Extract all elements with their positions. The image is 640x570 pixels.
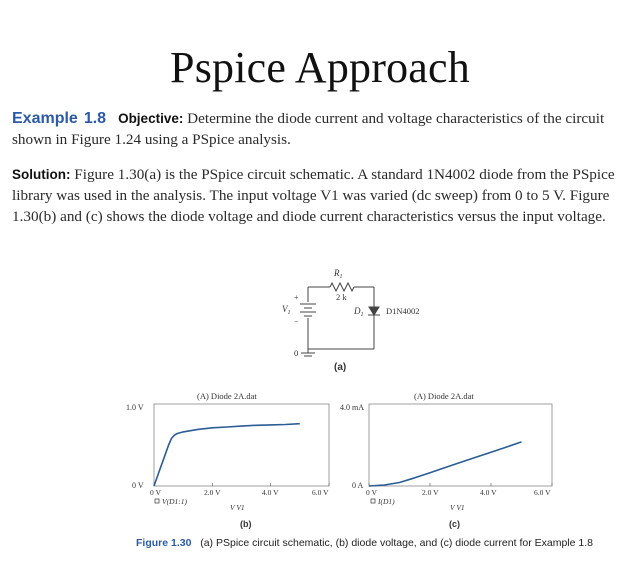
plot-frame xyxy=(369,404,552,486)
y-tick-label: 4.0 mA xyxy=(340,403,364,412)
example-number: 1.8 xyxy=(83,110,107,127)
caption-text: (a) PSpice circuit schematic, (b) diode voltage, and (c) diode current for Example 1.8 xyxy=(200,537,593,549)
x-tick-label: 2.0 V xyxy=(422,488,439,497)
plot-frame xyxy=(154,404,329,486)
diode-label: $D_1$ xyxy=(354,306,364,318)
y-tick-label: 0 V xyxy=(132,481,144,490)
chart-title: (A) Diode 2A.dat xyxy=(197,391,257,401)
x-tick-label: 4.0 V xyxy=(262,488,279,497)
source-label: $V_1$ xyxy=(282,304,291,316)
caption-figure-number: Figure 1.30 xyxy=(136,537,192,549)
x-tick-label: 4.0 V xyxy=(480,488,497,497)
resistor-value: 2 k xyxy=(336,292,347,302)
series-line xyxy=(369,442,522,486)
circuit-schematic xyxy=(250,262,450,374)
resistor-symbol xyxy=(330,283,354,291)
x-tick-label: 6.0 V xyxy=(312,488,329,497)
y-tick-label: 1.0 V xyxy=(126,403,144,412)
panel-label-b: (b) xyxy=(240,519,252,529)
panel-label-c: (c) xyxy=(449,519,460,529)
legend-label: I(D1) xyxy=(378,497,395,506)
solution-text: Figure 1.30(a) is the PSpice circuit schematic. A standard 1N4002 diode from the PSpice library was used in the analysis. The input voltage V1 was varied (dc sweep) from 0 to 5 V. Figure 1.30(b) and (c) shows the diode voltage and diode current characteristics versus the input voltage. xyxy=(12,166,615,225)
solution-label: Solution: xyxy=(12,167,71,182)
legend-label: V(D1:1) xyxy=(162,497,187,506)
series-line xyxy=(154,424,300,486)
objective-label: Objective: xyxy=(118,111,184,126)
legend-marker xyxy=(371,499,375,503)
figure-caption xyxy=(136,537,616,549)
diode-triangle xyxy=(369,307,379,315)
x-tick-label: 0 V xyxy=(150,488,161,497)
example-paragraph xyxy=(12,108,636,150)
chart-diode-voltage xyxy=(120,388,350,532)
x-tick-label: 0 V xyxy=(366,488,377,497)
diode-model: D1N4002 xyxy=(386,306,420,316)
x-tick-label: 2.0 V xyxy=(204,488,221,497)
source-minus: − xyxy=(294,317,299,326)
objective-text: Determine the diode current and voltage characteristics of the circuit shown in Figure 1.24 using a PSpice analysis. xyxy=(12,110,605,148)
chart-diode-current xyxy=(340,388,572,532)
x-tick-label: 6.0 V xyxy=(534,488,551,497)
resistor-label: $R_1$ xyxy=(334,268,343,280)
chart-title: (A) Diode 2A.dat xyxy=(414,391,474,401)
page-title: Pspice Approach xyxy=(170,43,470,92)
example-label: Example xyxy=(12,110,78,127)
x-axis-label: V V1 xyxy=(450,503,465,512)
source-plus: + xyxy=(294,293,299,302)
x-axis-label: V V1 xyxy=(230,503,245,512)
legend-marker xyxy=(155,499,159,503)
ground-label: 0 xyxy=(294,348,299,358)
y-tick-label: 0 A xyxy=(352,481,364,490)
solution-paragraph xyxy=(12,164,636,227)
panel-label-a: (a) xyxy=(334,362,347,373)
